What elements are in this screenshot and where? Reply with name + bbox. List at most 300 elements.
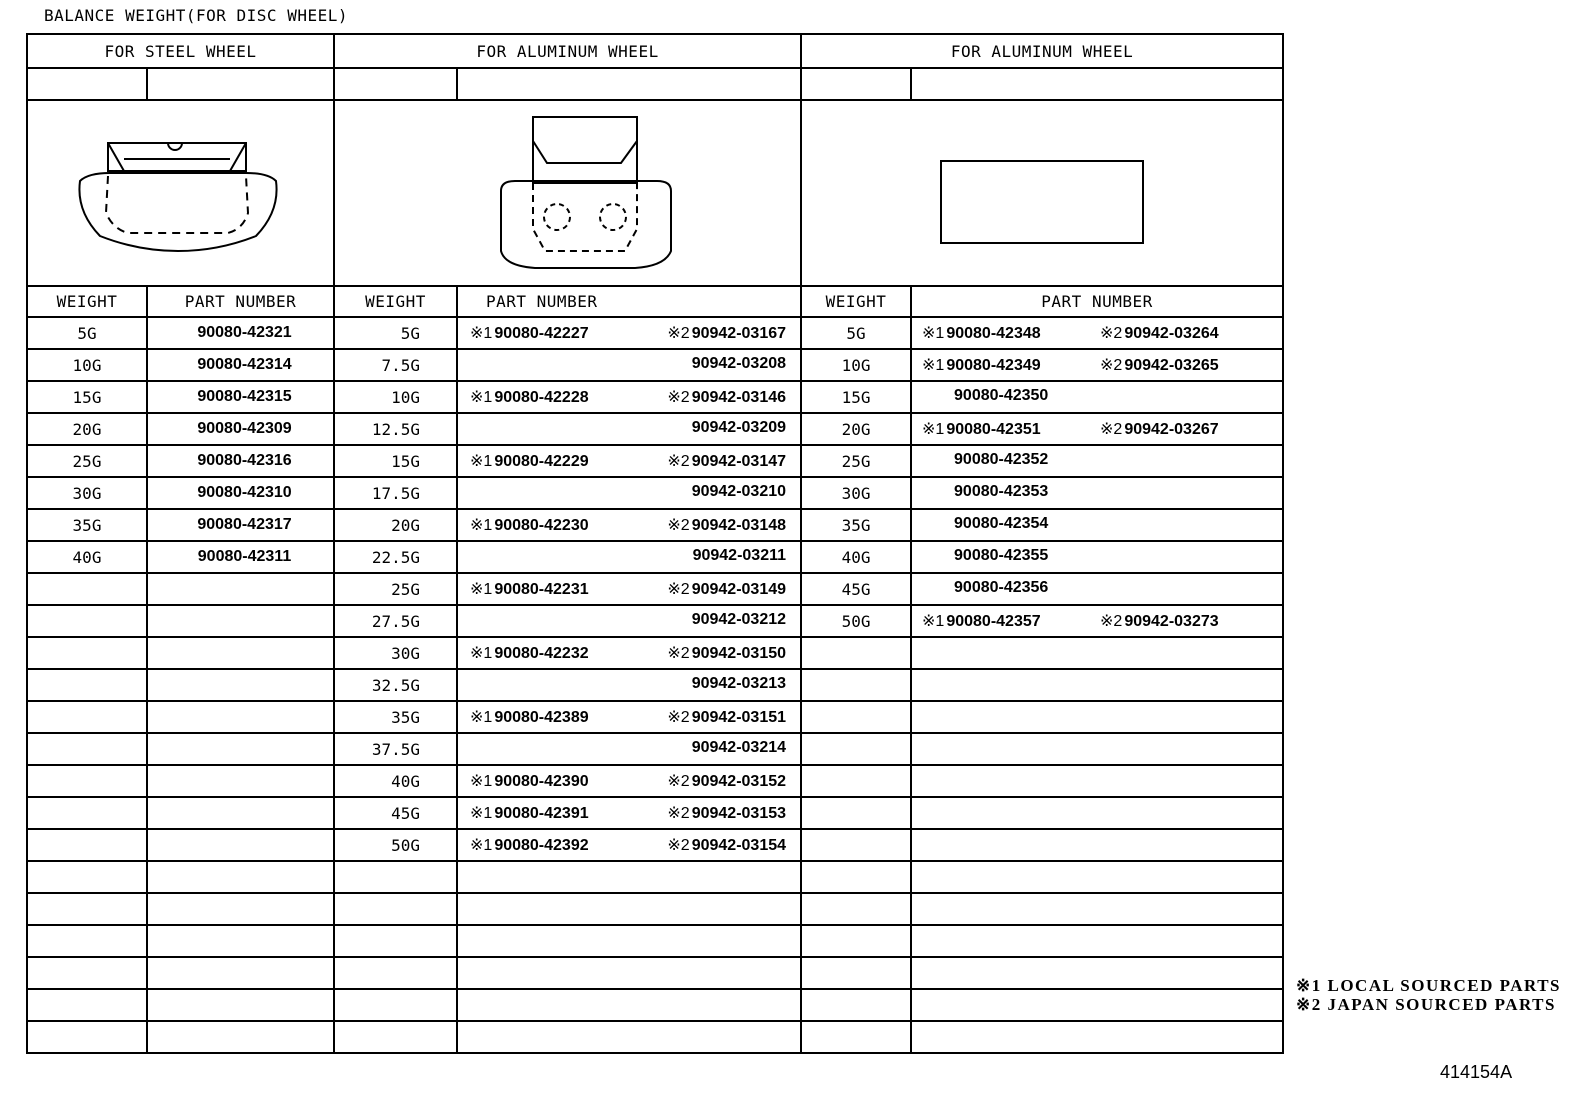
table-row: [27, 957, 1283, 989]
table-row: [27, 605, 1283, 637]
table-row: [27, 669, 1283, 701]
japan-part-group: [1100, 419, 1219, 439]
japan-part-group: [691, 547, 786, 565]
local-part-number: 90080-42230: [494, 517, 589, 534]
aluminum2-weight-cell: [801, 989, 911, 1021]
local-part-group: [922, 451, 924, 469]
japan-part-group: [784, 867, 786, 885]
local-part-group: [470, 803, 589, 823]
local-part-group: [922, 1027, 924, 1045]
japan-source-mark: ※2: [667, 645, 690, 662]
weight-header: WEIGHT: [801, 286, 911, 317]
local-part-group: [470, 643, 589, 663]
japan-source-mark: ※2: [667, 389, 690, 406]
steel-weight-cell: 40G: [27, 541, 147, 573]
reference-number: 414154A: [1440, 1062, 1513, 1082]
japan-part-group: [1100, 451, 1102, 469]
table-row: [27, 925, 1283, 957]
local-part-group: [470, 579, 589, 599]
part-number: 90080-42352: [954, 451, 1049, 468]
aluminum2-weight-cell: [801, 669, 911, 701]
local-part-group: [470, 483, 472, 501]
steel-part-number-cell: [147, 733, 334, 765]
local-part-group: [470, 355, 472, 373]
local-part-group: [922, 483, 924, 501]
japan-part-group: [1100, 483, 1102, 501]
part-number: 90080-42350: [954, 387, 1049, 404]
japan-part-number: 90942-03209: [691, 419, 787, 436]
local-part-group: [922, 515, 924, 533]
japan-source-mark: ※2: [667, 453, 690, 470]
aluminum1-weight-cell: [334, 1021, 457, 1053]
local-part-group: [922, 899, 924, 917]
table-row: [27, 541, 1283, 573]
aluminum1-part-number-cell: [457, 925, 801, 957]
steel-weight-cell: [27, 701, 147, 733]
aluminum2-part-number-cell: [911, 797, 1283, 829]
japan-source-mark: ※2: [667, 581, 690, 598]
aluminum2-weight-cell: 30G: [801, 477, 911, 509]
steel-part-number-cell: 90080-42321: [147, 317, 334, 349]
japan-part-number: 90942-03153: [691, 805, 787, 822]
aluminum2-weight-cell: 10G: [801, 349, 911, 381]
japan-part-group: [667, 579, 786, 599]
aluminum1-part-number-cell: [457, 573, 801, 605]
local-part-group: [470, 771, 589, 791]
japan-source-mark: ※2: [1100, 421, 1123, 438]
aluminum2-weight-cell: [801, 861, 911, 893]
local-part-number: 90080-42349: [946, 357, 1041, 374]
aluminum-weight-illustration-cell-2: [801, 100, 1283, 286]
japan-part-group: [1100, 803, 1102, 821]
aluminum2-part-number-cell: [911, 317, 1283, 349]
table-row: [27, 1021, 1283, 1053]
aluminum2-part-number-cell: [911, 381, 1283, 413]
legend-local-sourced: ※1 LOCAL SOURCED PARTS: [1296, 976, 1562, 995]
aluminum1-weight-cell: 40G: [334, 765, 457, 797]
japan-part-group: [667, 643, 786, 663]
local-part-group: [470, 1027, 472, 1045]
japan-part-group: [1100, 931, 1102, 949]
japan-part-number: 90942-03146: [691, 389, 787, 406]
steel-part-number-cell: 90080-42317: [147, 509, 334, 541]
japan-source-mark: ※2: [667, 837, 690, 854]
steel-part-number-cell: [147, 765, 334, 797]
japan-part-group: [1100, 387, 1102, 405]
section-steel-wheel: FOR STEEL WHEEL: [27, 34, 334, 68]
part-number: 90080-42356: [954, 579, 1049, 596]
section-header-row: [27, 34, 1283, 68]
local-part-group: [922, 323, 1041, 343]
japan-part-group: [1100, 547, 1102, 565]
steel-weight-cell: [27, 765, 147, 797]
column-header-row: [27, 286, 1283, 317]
table-row: [27, 477, 1283, 509]
japan-part-group: [1100, 899, 1102, 917]
japan-part-number: 90942-03151: [691, 709, 787, 726]
aluminum1-weight-cell: 20G: [334, 509, 457, 541]
aluminum2-weight-cell: [801, 893, 911, 925]
aluminum2-weight-cell: 15G: [801, 381, 911, 413]
part-number: 90080-42355: [954, 547, 1049, 564]
japan-part-group: [1100, 675, 1102, 693]
local-part-number: 90080-42392: [494, 837, 589, 854]
local-part-group: [922, 355, 1041, 375]
local-part-group: [470, 931, 472, 949]
clip-on-weight-illustration: [28, 101, 333, 286]
japan-source-mark: ※2: [667, 773, 690, 790]
local-part-group: [922, 419, 1041, 439]
steel-part-number-cell: [147, 925, 334, 957]
adhesive-weight-illustration: [335, 101, 801, 286]
aluminum-weight-illustration-cell-1: [334, 100, 801, 286]
aluminum1-weight-cell: 32.5G: [334, 669, 457, 701]
aluminum1-weight-cell: 37.5G: [334, 733, 457, 765]
local-part-group: [470, 547, 472, 565]
japan-part-group: [690, 611, 786, 629]
local-part-number: 90080-42232: [494, 645, 589, 662]
local-source-mark: ※1: [470, 645, 493, 662]
aluminum2-part-number-cell: [911, 893, 1283, 925]
japan-part-group: [667, 771, 786, 791]
aluminum1-part-number-cell: [457, 1021, 801, 1053]
aluminum1-weight-cell: 50G: [334, 829, 457, 861]
local-part-group: [470, 611, 472, 629]
aluminum1-weight-cell: 30G: [334, 637, 457, 669]
steel-weight-cell: 35G: [27, 509, 147, 541]
japan-part-group: [690, 675, 786, 693]
aluminum1-weight-cell: 45G: [334, 797, 457, 829]
aluminum2-weight-cell: 5G: [801, 317, 911, 349]
aluminum1-weight-cell: 15G: [334, 445, 457, 477]
aluminum1-part-number-cell: [457, 317, 801, 349]
local-source-mark: ※1: [470, 453, 493, 470]
local-part-group: [470, 515, 589, 535]
blank-row: [27, 68, 1283, 100]
steel-part-number-cell: 90080-42310: [147, 477, 334, 509]
aluminum1-weight-cell: 17.5G: [334, 477, 457, 509]
aluminum1-part-number-cell: [457, 989, 801, 1021]
steel-weight-cell: [27, 1021, 147, 1053]
japan-source-mark: ※2: [1100, 613, 1123, 630]
local-source-mark: ※1: [470, 805, 493, 822]
japan-part-group: [1100, 579, 1102, 597]
local-part-group: [922, 707, 924, 725]
local-part-group: [470, 675, 472, 693]
local-source-mark: ※1: [922, 325, 945, 342]
aluminum2-part-number-cell: [911, 477, 1283, 509]
aluminum2-weight-cell: 45G: [801, 573, 911, 605]
aluminum2-part-number-cell: [911, 605, 1283, 637]
local-part-group: [922, 547, 924, 565]
japan-part-group: [690, 483, 786, 501]
aluminum2-part-number-cell: [911, 541, 1283, 573]
japan-part-group: [1100, 643, 1102, 661]
japan-part-number: 90942-03267: [1124, 421, 1219, 438]
aluminum1-part-number-cell: [457, 765, 801, 797]
steel-weight-cell: 10G: [27, 349, 147, 381]
local-part-number: 90080-42391: [494, 805, 589, 822]
local-part-group: [470, 707, 589, 727]
local-part-group: [470, 323, 589, 343]
aluminum2-weight-cell: [801, 765, 911, 797]
aluminum1-weight-cell: 12.5G: [334, 413, 457, 445]
table-row: [27, 509, 1283, 541]
table-row: [27, 381, 1283, 413]
japan-part-group: [667, 323, 786, 343]
table-row: [27, 861, 1283, 893]
japan-part-number: 90942-03150: [691, 645, 787, 662]
japan-source-mark: ※2: [1100, 325, 1123, 342]
steel-weight-illustration-cell: [27, 100, 334, 286]
aluminum2-weight-cell: [801, 925, 911, 957]
local-part-group: [470, 451, 589, 471]
aluminum1-part-number-cell: [457, 669, 801, 701]
steel-weight-cell: [27, 989, 147, 1021]
steel-weight-cell: [27, 733, 147, 765]
aluminum2-part-number-cell: [911, 509, 1283, 541]
local-part-group: [922, 675, 924, 693]
aluminum2-part-number-cell: [911, 701, 1283, 733]
local-part-group: [922, 739, 924, 757]
aluminum1-weight-cell: [334, 989, 457, 1021]
japan-part-number: 90942-03167: [691, 325, 787, 342]
local-part-group: [470, 899, 472, 917]
japan-part-group: [1100, 1027, 1102, 1045]
local-part-group: [922, 643, 924, 661]
legend-japan-sourced: ※2 JAPAN SOURCED PARTS: [1296, 995, 1556, 1014]
local-part-group: [470, 835, 589, 855]
local-part-group: [922, 867, 924, 885]
japan-source-mark: ※2: [667, 709, 690, 726]
local-part-group: [470, 867, 472, 885]
aluminum2-part-number-cell: [911, 573, 1283, 605]
local-source-mark: ※1: [470, 581, 493, 598]
table-row: [27, 829, 1283, 861]
local-source-mark: ※1: [470, 773, 493, 790]
aluminum1-weight-cell: 10G: [334, 381, 457, 413]
table-row: [27, 317, 1283, 349]
aluminum2-weight-cell: 25G: [801, 445, 911, 477]
weight-header: WEIGHT: [27, 286, 147, 317]
steel-weight-cell: [27, 861, 147, 893]
japan-part-group: [1100, 611, 1219, 631]
part-number-header: PART NUMBER: [911, 286, 1283, 317]
japan-part-group: [1100, 995, 1102, 1013]
aluminum1-weight-cell: [334, 957, 457, 989]
aluminum1-weight-cell: 7.5G: [334, 349, 457, 381]
local-part-number: 90080-42351: [946, 421, 1041, 438]
aluminum1-part-number-cell: [457, 861, 801, 893]
table-row: [27, 893, 1283, 925]
aluminum2-part-number-cell: [911, 1021, 1283, 1053]
japan-part-number: 90942-03149: [691, 581, 787, 598]
steel-weight-cell: [27, 797, 147, 829]
local-part-group: [922, 387, 924, 405]
local-source-mark: ※1: [922, 613, 945, 630]
aluminum1-weight-cell: [334, 861, 457, 893]
aluminum1-weight-cell: 5G: [334, 317, 457, 349]
aluminum2-weight-cell: [801, 1021, 911, 1053]
steel-part-number-cell: [147, 637, 334, 669]
local-part-group: [922, 579, 924, 597]
aluminum1-part-number-cell: [457, 413, 801, 445]
japan-part-group: [690, 419, 786, 437]
japan-source-mark: ※2: [1100, 357, 1123, 374]
steel-weight-cell: 25G: [27, 445, 147, 477]
local-part-group: [922, 931, 924, 949]
japan-part-number: 90942-03211: [692, 547, 787, 564]
japan-part-number: 90942-03213: [691, 675, 787, 692]
part-number: 90080-42353: [954, 483, 1049, 500]
local-part-group: [470, 995, 472, 1013]
steel-weight-cell: [27, 669, 147, 701]
steel-part-number-cell: [147, 669, 334, 701]
japan-part-group: [667, 707, 786, 727]
local-part-group: [922, 835, 924, 853]
aluminum1-weight-cell: 22.5G: [334, 541, 457, 573]
local-part-number: 90080-42227: [494, 325, 589, 342]
japan-part-group: [784, 899, 786, 917]
steel-weight-cell: 15G: [27, 381, 147, 413]
aluminum2-part-number-cell: [911, 669, 1283, 701]
steel-part-number-cell: 90080-42314: [147, 349, 334, 381]
local-part-number: 90080-42390: [494, 773, 589, 790]
japan-part-group: [667, 387, 786, 407]
table-row: [27, 733, 1283, 765]
aluminum1-weight-cell: 35G: [334, 701, 457, 733]
local-part-number: 90080-42231: [494, 581, 589, 598]
local-part-group: [470, 419, 472, 437]
local-part-group: [922, 611, 1041, 631]
local-part-number: 90080-42357: [946, 613, 1041, 630]
steel-weight-cell: [27, 573, 147, 605]
steel-part-number-cell: [147, 989, 334, 1021]
table-row: [27, 701, 1283, 733]
japan-part-group: [1100, 771, 1102, 789]
aluminum2-part-number-cell: [911, 989, 1283, 1021]
section-aluminum-wheel-1: FOR ALUMINUM WHEEL: [334, 34, 801, 68]
part-number-header: PART NUMBER: [457, 286, 801, 317]
aluminum2-part-number-cell: [911, 957, 1283, 989]
local-part-group: [922, 963, 924, 981]
japan-part-number: 90942-03147: [691, 453, 787, 470]
illustration-row: [27, 100, 1283, 286]
local-part-group: [922, 803, 924, 821]
local-part-group: [922, 771, 924, 789]
japan-part-number: 90942-03212: [691, 611, 787, 628]
steel-weight-cell: [27, 893, 147, 925]
aluminum2-part-number-cell: [911, 445, 1283, 477]
japan-part-number: 90942-03208: [691, 355, 787, 372]
japan-part-group: [667, 835, 786, 855]
local-source-mark: ※1: [470, 709, 493, 726]
part-number-header: PART NUMBER: [147, 286, 334, 317]
steel-part-number-cell: 90080-42315: [147, 381, 334, 413]
japan-source-mark: ※2: [667, 517, 690, 534]
japan-part-number: 90942-03148: [691, 517, 787, 534]
local-source-mark: ※1: [470, 325, 493, 342]
aluminum2-part-number-cell: [911, 861, 1283, 893]
aluminum1-part-number-cell: [457, 637, 801, 669]
aluminum1-weight-cell: [334, 925, 457, 957]
table-row: [27, 989, 1283, 1021]
steel-weight-cell: [27, 605, 147, 637]
table-row: [27, 797, 1283, 829]
aluminum1-part-number-cell: [457, 605, 801, 637]
steel-part-number-cell: [147, 573, 334, 605]
japan-part-group: [784, 963, 786, 981]
japan-part-number: 90942-03264: [1124, 325, 1219, 342]
japan-source-mark: ※2: [667, 325, 690, 342]
document-title: BALANCE WEIGHT(FOR DISC WHEEL): [44, 6, 348, 25]
local-part-group: [922, 995, 924, 1013]
aluminum2-part-number-cell: [911, 637, 1283, 669]
steel-part-number-cell: 90080-42309: [147, 413, 334, 445]
aluminum2-weight-cell: [801, 637, 911, 669]
local-part-group: [470, 387, 589, 407]
japan-part-group: [667, 451, 786, 471]
japan-part-number: 90942-03154: [691, 837, 787, 854]
aluminum2-weight-cell: [801, 797, 911, 829]
balance-weight-table: [26, 33, 1284, 1054]
steel-part-number-cell: [147, 1021, 334, 1053]
japan-part-number: 90942-03273: [1124, 613, 1219, 630]
aluminum2-weight-cell: [801, 733, 911, 765]
aluminum2-part-number-cell: [911, 349, 1283, 381]
steel-weight-cell: 30G: [27, 477, 147, 509]
steel-weight-cell: 20G: [27, 413, 147, 445]
japan-part-group: [784, 995, 786, 1013]
aluminum1-weight-cell: 25G: [334, 573, 457, 605]
aluminum1-part-number-cell: [457, 381, 801, 413]
japan-part-group: [1100, 835, 1102, 853]
japan-part-group: [1100, 323, 1219, 343]
local-source-mark: ※1: [922, 357, 945, 374]
local-part-group: [470, 963, 472, 981]
steel-part-number-cell: 90080-42311: [147, 541, 334, 573]
aluminum1-part-number-cell: [457, 477, 801, 509]
local-part-number: 90080-42228: [494, 389, 589, 406]
steel-weight-cell: [27, 957, 147, 989]
japan-part-group: [690, 739, 786, 757]
aluminum2-weight-cell: 35G: [801, 509, 911, 541]
aluminum2-part-number-cell: [911, 413, 1283, 445]
steel-weight-cell: [27, 829, 147, 861]
table-row: [27, 765, 1283, 797]
local-source-mark: ※1: [470, 517, 493, 534]
steel-weight-cell: [27, 637, 147, 669]
aluminum1-part-number-cell: [457, 541, 801, 573]
aluminum1-part-number-cell: [457, 893, 801, 925]
aluminum1-part-number-cell: [457, 957, 801, 989]
local-part-number: 90080-42348: [946, 325, 1041, 342]
steel-part-number-cell: [147, 957, 334, 989]
aluminum1-part-number-cell: [457, 701, 801, 733]
table-row: [27, 573, 1283, 605]
japan-part-group: [1100, 867, 1102, 885]
steel-part-number-cell: [147, 701, 334, 733]
rectangular-weight-illustration: [802, 101, 1283, 286]
steel-part-number-cell: [147, 797, 334, 829]
japan-part-number: 90942-03210: [691, 483, 787, 500]
steel-part-number-cell: [147, 605, 334, 637]
aluminum1-part-number-cell: [457, 733, 801, 765]
japan-part-group: [667, 515, 786, 535]
japan-part-group: [1100, 515, 1102, 533]
source-legend: [1296, 976, 1561, 1014]
table-row: [27, 349, 1283, 381]
